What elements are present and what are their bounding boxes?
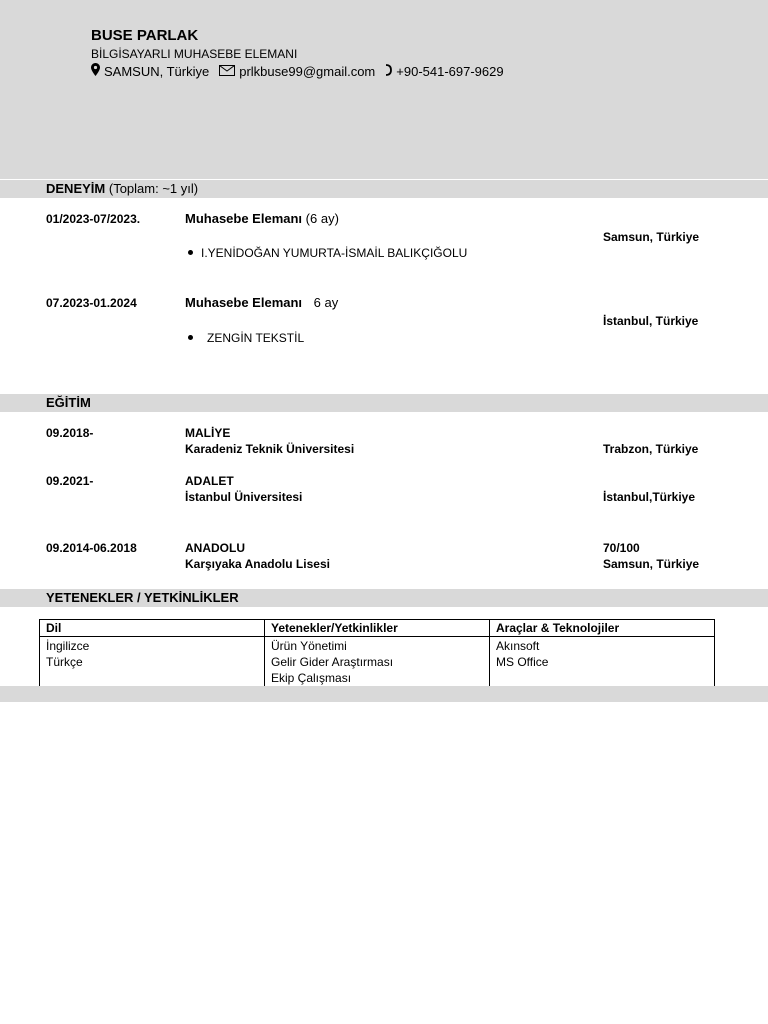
experience-role: Muhasebe Elemanı 6 ay xyxy=(185,295,339,310)
tools-cell xyxy=(490,637,715,688)
contact-line xyxy=(91,63,504,79)
education-school: Karşıyaka Anadolu Lisesi xyxy=(185,557,330,571)
location-text: SAMSUN, Türkiye xyxy=(104,63,210,79)
table-row xyxy=(40,637,715,688)
candidate-name: BUSE PARLAK xyxy=(91,27,199,44)
list-item: Türkçe xyxy=(46,655,83,669)
footer-band xyxy=(0,686,768,702)
table-header-row xyxy=(40,620,715,637)
email-link[interactable]: prlkbuse99@gmail.com xyxy=(239,63,376,79)
mail-icon xyxy=(219,64,235,79)
experience-company: I.YENİDOĞAN YUMURTA-İSMAİL BALIKÇIĞOLU xyxy=(188,246,467,260)
education-degree: MALİYE xyxy=(185,426,231,440)
skills-table xyxy=(39,619,715,688)
column-header: Yetenekler/Yetkinlikler xyxy=(265,620,490,637)
experience-dates: 01/2023-07/2023. xyxy=(46,212,141,226)
education-school: İstanbul Üniversitesi xyxy=(185,490,303,504)
education-location: İstanbul,Türkiye xyxy=(603,490,696,504)
list-item: Ekip Çalışması xyxy=(271,671,352,685)
education-location: Samsun, Türkiye xyxy=(603,557,700,571)
column-header: Dil xyxy=(40,620,265,637)
experience-heading: DENEYİM (Toplam: ~1 yıl) xyxy=(46,181,199,196)
candidate-title: BİLGİSAYARLI MUHASEBE ELEMANI xyxy=(91,47,298,61)
skills-heading: YETENEKLER / YETKİNLİKLER xyxy=(46,590,239,605)
education-heading: EĞİTİM xyxy=(46,395,91,410)
experience-role: Muhasebe Elemanı (6 ay) xyxy=(185,211,339,226)
education-dates: 09.2021- xyxy=(46,474,94,488)
location-pin-icon xyxy=(91,63,100,79)
education-degree: ANADOLU xyxy=(185,541,245,555)
education-band xyxy=(0,394,768,412)
list-item: MS Office xyxy=(496,655,549,669)
education-school: Karadeniz Teknik Üniversitesi xyxy=(185,442,355,456)
list-item: Akınsoft xyxy=(496,639,540,653)
education-degree: ADALET xyxy=(185,474,234,488)
bullet-icon xyxy=(188,250,193,255)
experience-location: Samsun, Türkiye xyxy=(603,230,700,244)
experience-company: ZENGİN TEKSTİL xyxy=(188,331,304,345)
list-item: Ürün Yönetimi xyxy=(271,639,347,653)
phone-text: +90-541-697-9629 xyxy=(396,63,504,79)
education-dates: 09.2014-06.2018 xyxy=(46,541,137,555)
education-dates: 09.2018- xyxy=(46,426,94,440)
education-grade: 70/100 xyxy=(603,541,640,555)
list-item: İngilizce xyxy=(46,639,90,653)
column-header: Araçlar & Teknolojiler xyxy=(490,620,715,637)
languages-cell xyxy=(40,637,265,688)
bullet-icon xyxy=(188,335,193,340)
competencies-cell xyxy=(265,637,490,688)
experience-location: İstanbul, Türkiye xyxy=(603,314,699,328)
phone-icon xyxy=(385,64,392,79)
education-location: Trabzon, Türkiye xyxy=(603,442,699,456)
list-item: Gelir Gider Araştırması xyxy=(271,655,394,669)
experience-dates: 07.2023-01.2024 xyxy=(46,296,137,310)
